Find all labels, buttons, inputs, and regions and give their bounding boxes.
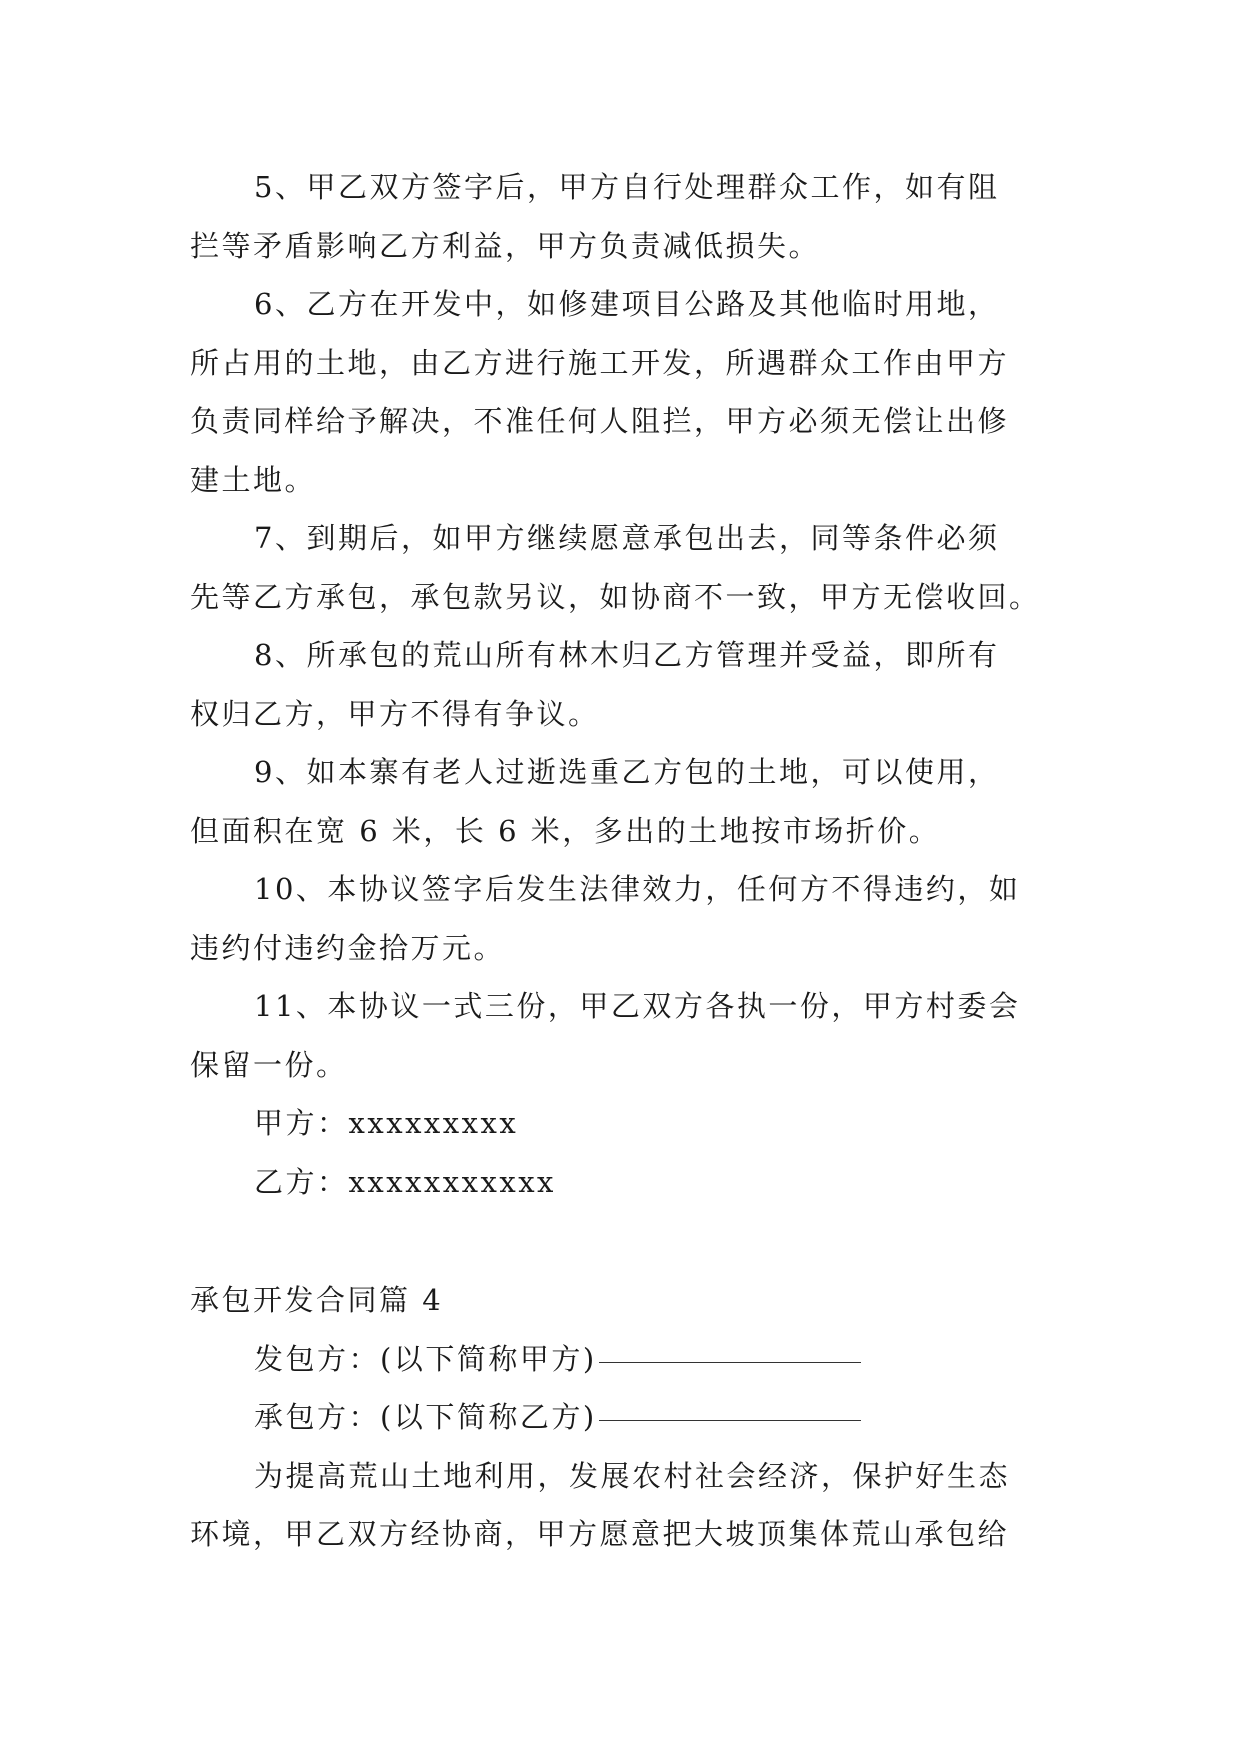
clause-6-line-3: 负责同样给予解决，不准任何人阻拦，甲方必须无偿让出修 — [190, 404, 1010, 438]
clause-7-line-1: 7、到期后，如甲方继续愿意承包出去，同等条件必须 — [254, 521, 1000, 555]
clause-11-line-1: 11、本协议一式三份，甲乙双方各执一份，甲方村委会 — [254, 989, 1021, 1023]
clause-5-line-1: 5、甲乙双方签字后，甲方自行处理群众工作，如有阻 — [254, 170, 1000, 204]
section-spacer — [190, 1211, 1050, 1271]
intro-line-1: 为提高荒山土地利用，发展农村社会经济，保护好生态 — [254, 1458, 1011, 1493]
clause-5-line-2: 拦等矛盾影响乙方利益，甲方负责减低损失。 — [190, 228, 821, 263]
clause-8-line-2: 权归乙方，甲方不得有争议。 — [190, 696, 600, 731]
clause-6-line-4: 建土地。 — [190, 462, 317, 497]
clause-9-line-1: 9、如本寨有老人过逝选重乙方包的土地，可以使用， — [254, 755, 1000, 789]
clause-7-line-2: 先等乙方承包，承包款另议，如协商不一致，甲方无偿收回。 — [190, 579, 1041, 614]
signature-party-a: 甲方：xxxxxxxxx — [254, 1106, 519, 1140]
clause-6-line-1: 6、乙方在开发中，如修建项目公路及其他临时用地， — [254, 287, 1000, 321]
contractor-line — [190, 1388, 1050, 1447]
clause-6-line-2: 所占用的土地，由乙方进行施工开发，所遇群众工作由甲方 — [190, 345, 1010, 380]
clause-10-line-2: 违约付违约金拾万元。 — [190, 930, 506, 965]
employer-label: 发包方：(以下简称甲方) — [254, 1341, 597, 1376]
signature-party-b: 乙方：xxxxxxxxxxx — [254, 1164, 556, 1199]
clause-11-line-2: 保留一份。 — [190, 1047, 348, 1082]
document-body — [190, 158, 1050, 1564]
employer-line — [190, 1330, 1050, 1389]
employer-blank-field — [599, 1332, 861, 1363]
clause-8-line-1: 8、所承包的荒山所有林木归乙方管理并受益，即所有 — [254, 638, 1000, 672]
clause-9-line-2: 但面积在宽 6 米，长 6 米，多出的土地按市场折价。 — [190, 813, 941, 848]
clause-10-line-1: 10、本协议签字后发生法律效力，任何方不得违约，如 — [254, 872, 1021, 906]
contractor-blank-field — [599, 1390, 861, 1421]
contractor-label: 承包方：(以下简称乙方) — [254, 1400, 597, 1434]
section-title: 承包开发合同篇 4 — [190, 1283, 444, 1317]
intro-line-2: 环境，甲乙双方经协商，甲方愿意把大坡顶集体荒山承包给 — [190, 1517, 1010, 1551]
